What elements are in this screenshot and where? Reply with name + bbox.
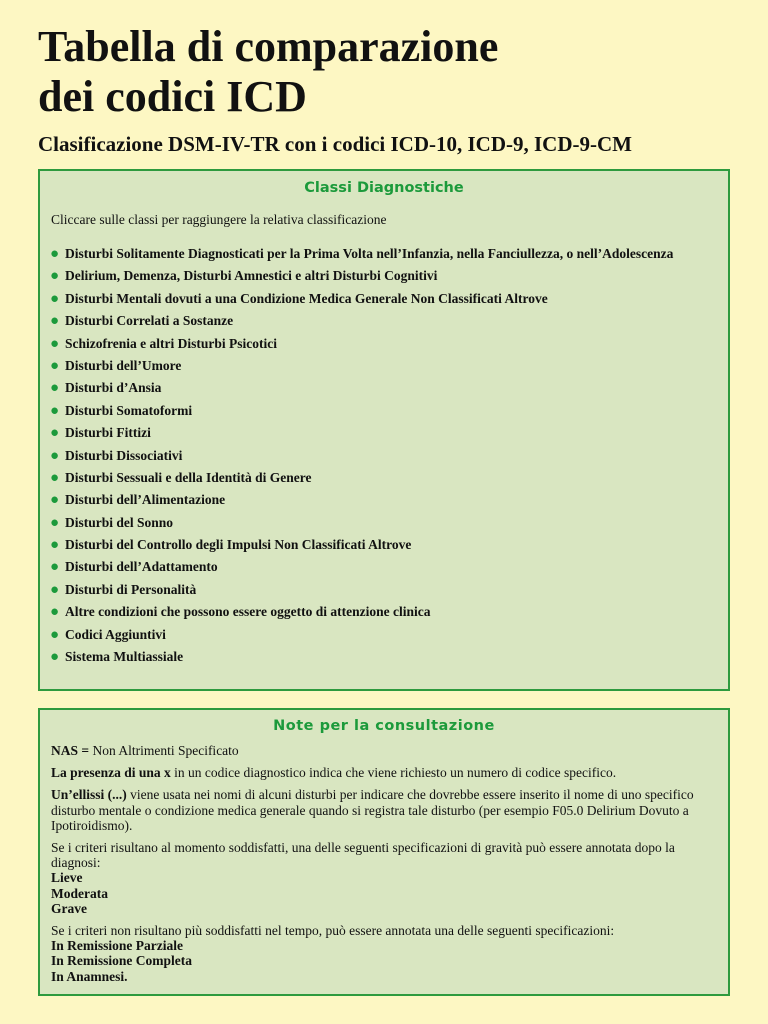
class-link-codici-aggiuntivi[interactable] (50, 624, 673, 646)
note-x-text: in un codice diagnostico indica che viene richiesto un numero di codice specifico. (170, 765, 617, 781)
class-link-impulsi[interactable] (50, 534, 673, 556)
note-x-term: La presenza di una x (51, 765, 171, 781)
bullet-dot-icon: ● (50, 268, 60, 285)
class-link-fittizi[interactable] (50, 422, 673, 444)
note-remission (51, 923, 716, 984)
class-link-infanzia[interactable] (50, 243, 673, 265)
bullet-dot-icon: ● (50, 380, 60, 397)
bullet-dot-icon: ● (50, 492, 60, 509)
class-link-label: Delirium, Demenza, Disturbi Amnestici e altri Disturbi Cognitivi (65, 268, 438, 284)
remission-parziale: In Remissione Parziale (51, 938, 183, 954)
bullet-dot-icon: ● (50, 514, 60, 531)
class-link-psicotici[interactable] (50, 333, 673, 355)
class-link-somatoformi[interactable] (50, 400, 673, 422)
class-link-label: Schizofrenia e altri Disturbi Psicotici (65, 335, 277, 351)
bullet-dot-icon: ● (50, 402, 60, 419)
diagnostic-classes-panel (38, 169, 730, 691)
consultation-notes-body (51, 743, 716, 991)
class-link-label: Disturbi del Controllo degli Impulsi Non Classificati Altrove (65, 537, 412, 553)
remission-anamnesi: In Anamnesi. (51, 968, 128, 984)
consultation-notes-heading: Note per la consultazione (273, 718, 495, 734)
bullet-dot-icon: ● (50, 335, 60, 352)
bullet-dot-icon: ● (50, 290, 60, 307)
diagnostic-classes-list (50, 243, 673, 668)
note-ellipsis-term: Un’ellissi (...) (51, 787, 127, 803)
note-ellipsis (51, 787, 716, 833)
note-nas-text: Non Altrimenti Specificato (89, 743, 239, 758)
note-nas-term: NAS = (51, 743, 90, 758)
class-link-label: Altre condizioni che possono essere oggetto di attenzione clinica (65, 604, 431, 620)
class-link-alimentazione[interactable] (50, 489, 673, 511)
note-x (51, 765, 716, 780)
class-link-label: Disturbi dell’Adattamento (65, 559, 218, 575)
class-link-label: Disturbi dell’Umore (65, 357, 182, 373)
class-link-condizione-medica[interactable] (50, 288, 673, 310)
class-link-sonno[interactable] (50, 512, 673, 534)
note-nas (51, 743, 716, 758)
note-remission-intro: Se i criteri non risultano più soddisfatti nel tempo, può essere annotata una delle seguenti specificazioni: (51, 923, 615, 939)
class-link-dissociativi[interactable] (50, 445, 673, 467)
note-ellipsis-text: viene usata nei nomi di alcuni disturbi per indicare che dovrebbe essere inserito il nome di uno specifico disturbo mentale o condizione medica generale quando si registra tale disturbo (per esempio F05.0 Delirium Dovuto a Ipotiroidismo). (51, 787, 694, 833)
class-link-sostanze[interactable] (50, 310, 673, 332)
class-link-label: Disturbi Correlati a Sostanze (65, 313, 234, 329)
class-link-label: Disturbi Sessuali e della Identità di Genere (65, 469, 312, 485)
bullet-dot-icon: ● (50, 559, 60, 576)
diagnostic-classes-hint: Cliccare sulle classi per raggiungere la relativa classificazione (51, 212, 387, 227)
bullet-dot-icon: ● (50, 626, 60, 643)
bullet-dot-icon: ● (50, 246, 60, 262)
severity-lieve: Lieve (51, 870, 83, 886)
class-link-cognitivi[interactable] (50, 265, 673, 287)
class-link-altre-condizioni[interactable] (50, 601, 673, 623)
note-severity-intro: Se i criteri risultano al momento soddisfatti, una delle seguenti specificazioni di gravità può essere annotata dopo la diagnosi: (51, 840, 675, 871)
severity-grave: Grave (51, 900, 87, 916)
consultation-notes-panel (38, 708, 730, 996)
bullet-dot-icon: ● (50, 313, 60, 330)
bullet-dot-icon: ● (50, 425, 60, 442)
class-link-multiassiale[interactable] (50, 646, 673, 668)
class-link-label: Disturbi Fittizi (65, 425, 151, 441)
class-link-ansia[interactable] (50, 377, 673, 399)
page-title (38, 22, 498, 122)
class-link-umore[interactable] (50, 355, 673, 377)
bullet-dot-icon: ● (50, 537, 60, 554)
class-link-label: Codici Aggiuntivi (65, 626, 166, 642)
class-link-label: Disturbi di Personalità (65, 581, 197, 597)
class-link-label: Disturbi Somatoformi (65, 402, 193, 418)
diagnostic-classes-heading: Classi Diagnostiche (304, 180, 464, 196)
remission-completa: In Remissione Completa (51, 953, 192, 969)
note-severity (51, 840, 716, 916)
bullet-dot-icon: ● (50, 469, 60, 486)
page-title-line-2: dei codici ICD (38, 72, 307, 121)
bullet-dot-icon: ● (50, 581, 60, 598)
bullet-dot-icon: ● (50, 447, 60, 464)
class-link-personalita[interactable] (50, 579, 673, 601)
class-link-sessuali[interactable] (50, 467, 673, 489)
bullet-dot-icon: ● (50, 357, 60, 374)
class-link-label: Disturbi dell’Alimentazione (65, 492, 226, 508)
class-link-label: Disturbi del Sonno (65, 514, 174, 530)
class-link-label: Disturbi d’Ansia (65, 380, 162, 396)
class-link-label: Sistema Multiassiale (65, 649, 184, 665)
class-link-label: Disturbi Dissociativi (65, 447, 183, 463)
class-link-label: Disturbi Solitamente Diagnosticati per la Prima Volta nell’Infanzia, nella Fanciullezza, o nell’Adolescenza (65, 246, 674, 261)
bullet-dot-icon: ● (50, 649, 60, 666)
class-link-adattamento[interactable] (50, 556, 673, 578)
severity-moderata: Moderata (51, 885, 108, 901)
class-link-label: Disturbi Mentali dovuti a una Condizione Medica Generale Non Classificati Altrove (65, 290, 548, 306)
bullet-dot-icon: ● (50, 604, 60, 621)
page-title-line-1: Tabella di comparazione (38, 22, 499, 71)
page-subtitle: Clasificazione DSM-IV-TR con i codici ICD-10, ICD-9, ICD-9-CM (38, 132, 632, 156)
